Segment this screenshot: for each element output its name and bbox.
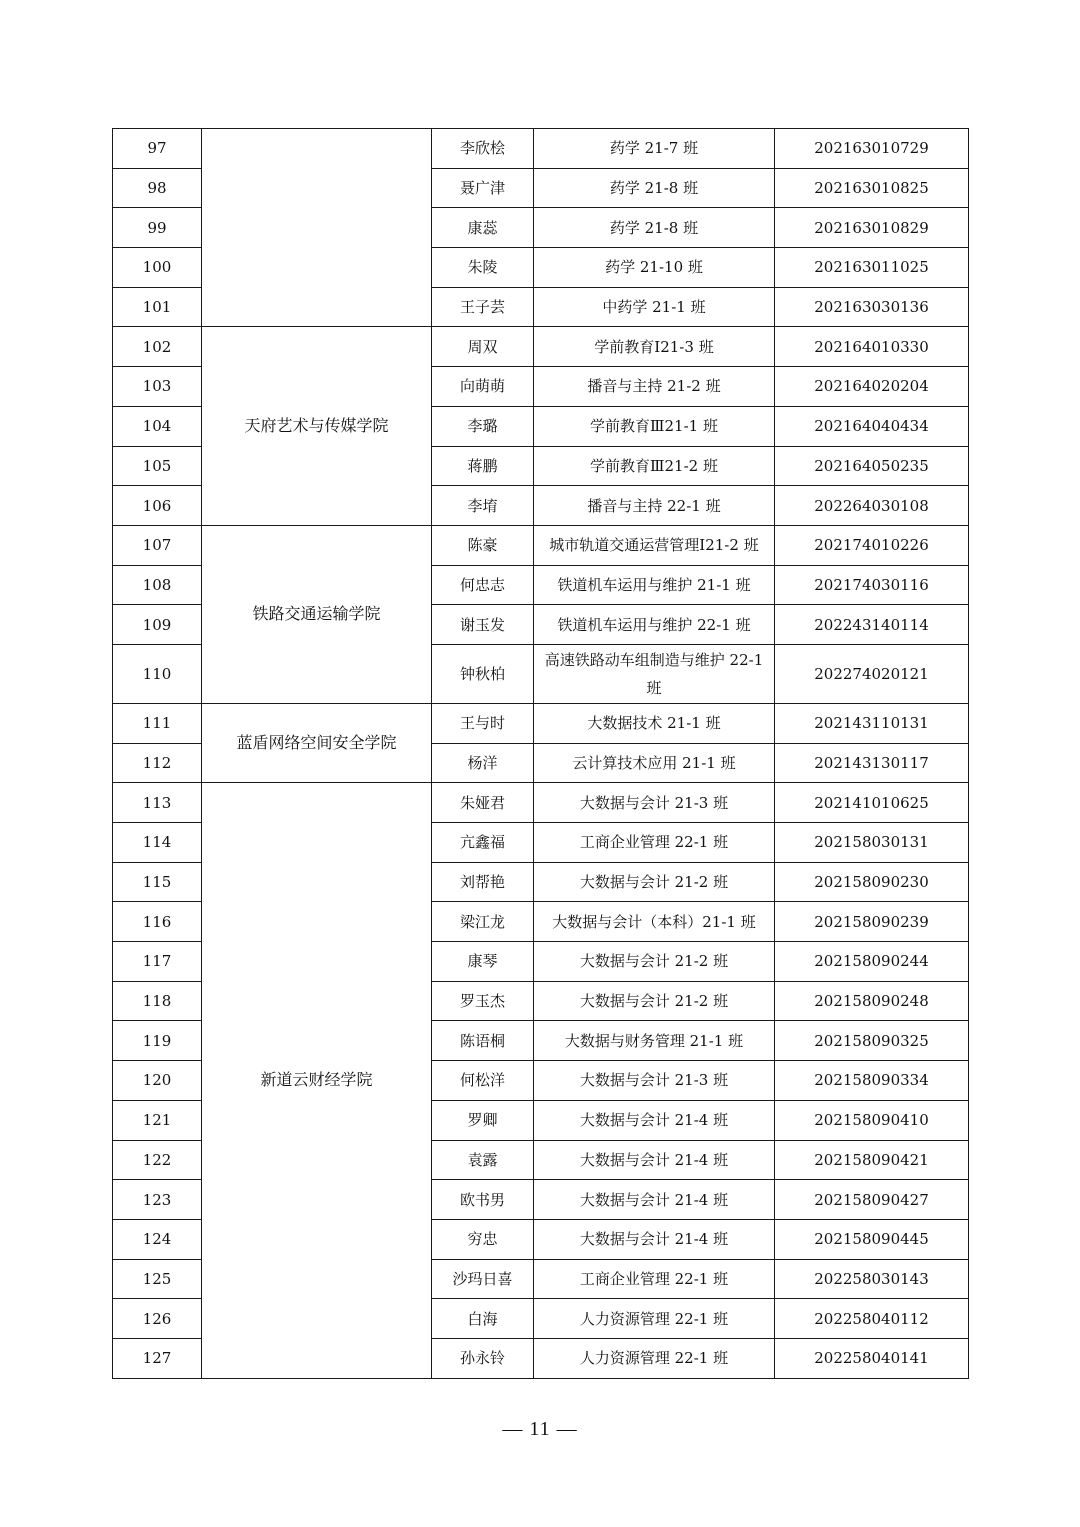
student-name-cell: 陈语桐 <box>432 1021 534 1061</box>
class-name-cell: 大数据与会计 21-2 班 <box>534 981 775 1021</box>
student-name-cell: 谢玉发 <box>432 605 534 645</box>
student-id-cell: 202258040112 <box>775 1299 969 1339</box>
row-number-cell: 100 <box>113 248 202 288</box>
student-name-cell: 欧书男 <box>432 1180 534 1220</box>
row-number-cell: 127 <box>113 1338 202 1378</box>
class-name-cell: 大数据与会计（本科）21-1 班 <box>534 902 775 942</box>
class-name-cell: 药学 21-7 班 <box>534 129 775 169</box>
row-number-cell: 111 <box>113 703 202 743</box>
row-number-cell: 120 <box>113 1061 202 1101</box>
student-id-cell: 202143130117 <box>775 743 969 783</box>
student-name-cell: 沙玛日喜 <box>432 1259 534 1299</box>
row-number-cell: 109 <box>113 605 202 645</box>
class-name-cell: 学前教育Ⅰ21-3 班 <box>534 327 775 367</box>
class-name-cell: 大数据与会计 21-2 班 <box>534 862 775 902</box>
class-name-cell: 大数据与会计 21-4 班 <box>534 1219 775 1259</box>
student-id-cell: 202174030116 <box>775 565 969 605</box>
student-name-cell: 朱娅君 <box>432 783 534 823</box>
row-number-cell: 108 <box>113 565 202 605</box>
college-cell <box>202 129 432 327</box>
college-cell: 天府艺术与传媒学院 <box>202 327 432 525</box>
student-id-cell: 202141010625 <box>775 783 969 823</box>
class-name-cell: 学前教育Ⅲ21-2 班 <box>534 446 775 486</box>
row-number-cell: 123 <box>113 1180 202 1220</box>
class-name-cell: 工商企业管理 22-1 班 <box>534 1259 775 1299</box>
student-id-cell: 202158090427 <box>775 1180 969 1220</box>
student-name-cell: 聂广津 <box>432 168 534 208</box>
student-name-cell: 白海 <box>432 1299 534 1339</box>
roster-body <box>113 129 969 1379</box>
student-id-cell: 202158090410 <box>775 1100 969 1140</box>
row-number-cell: 105 <box>113 446 202 486</box>
row-number-cell: 99 <box>113 208 202 248</box>
student-id-cell: 202158090230 <box>775 862 969 902</box>
class-name-cell: 大数据与财务管理 21-1 班 <box>534 1021 775 1061</box>
class-name-cell: 铁道机车运用与维护 21-1 班 <box>534 565 775 605</box>
row-number-cell: 126 <box>113 1299 202 1339</box>
class-name-cell: 高速铁路动车组制造与维护 22-1 班 <box>534 644 775 703</box>
row-number-cell: 102 <box>113 327 202 367</box>
class-name-cell: 播音与主持 22-1 班 <box>534 486 775 526</box>
class-name-cell: 人力资源管理 22-1 班 <box>534 1338 775 1378</box>
page-number: — 11 — <box>502 1418 578 1440</box>
student-id-cell: 202174010226 <box>775 525 969 565</box>
class-name-cell: 大数据与会计 21-4 班 <box>534 1180 775 1220</box>
student-name-cell: 亢鑫福 <box>432 823 534 863</box>
student-id-cell: 202158090239 <box>775 902 969 942</box>
row-number-cell: 103 <box>113 367 202 407</box>
class-name-cell: 药学 21-10 班 <box>534 248 775 288</box>
student-name-cell: 袁露 <box>432 1140 534 1180</box>
student-name-cell: 陈豪 <box>432 525 534 565</box>
student-id-cell: 202158090248 <box>775 981 969 1021</box>
student-id-cell: 202163010825 <box>775 168 969 208</box>
row-number-cell: 97 <box>113 129 202 169</box>
student-id-cell: 202158090244 <box>775 942 969 982</box>
row-number-cell: 112 <box>113 743 202 783</box>
student-name-cell: 李璐 <box>432 406 534 446</box>
student-id-cell: 202163011025 <box>775 248 969 288</box>
student-name-cell: 何忠志 <box>432 565 534 605</box>
college-cell: 铁路交通运输学院 <box>202 525 432 703</box>
row-number-cell: 118 <box>113 981 202 1021</box>
row-number-cell: 121 <box>113 1100 202 1140</box>
student-id-cell: 202274020121 <box>775 644 969 703</box>
table-row <box>113 525 969 565</box>
row-number-cell: 101 <box>113 287 202 327</box>
student-name-cell: 梁江龙 <box>432 902 534 942</box>
student-id-cell: 202164040434 <box>775 406 969 446</box>
student-id-cell: 202163010829 <box>775 208 969 248</box>
row-number-cell: 106 <box>113 486 202 526</box>
college-cell: 新道云财经学院 <box>202 783 432 1378</box>
class-name-cell: 大数据与会计 21-4 班 <box>534 1140 775 1180</box>
student-name-cell: 钟秋柏 <box>432 644 534 703</box>
student-name-cell: 刘帮艳 <box>432 862 534 902</box>
table-row <box>113 783 969 823</box>
row-number-cell: 122 <box>113 1140 202 1180</box>
student-name-cell: 朱陵 <box>432 248 534 288</box>
student-name-cell: 王子芸 <box>432 287 534 327</box>
class-name-cell: 中药学 21-1 班 <box>534 287 775 327</box>
row-number-cell: 114 <box>113 823 202 863</box>
row-number-cell: 110 <box>113 644 202 703</box>
student-id-cell: 202164010330 <box>775 327 969 367</box>
student-id-cell: 202143110131 <box>775 703 969 743</box>
class-name-cell: 大数据技术 21-1 班 <box>534 703 775 743</box>
row-number-cell: 119 <box>113 1021 202 1061</box>
student-id-cell: 202243140114 <box>775 605 969 645</box>
student-id-cell: 202158090421 <box>775 1140 969 1180</box>
table-row <box>113 703 969 743</box>
student-id-cell: 202163010729 <box>775 129 969 169</box>
student-name-cell: 罗卿 <box>432 1100 534 1140</box>
table-row <box>113 129 969 169</box>
row-number-cell: 117 <box>113 942 202 982</box>
student-id-cell: 202164050235 <box>775 446 969 486</box>
student-id-cell: 202158090325 <box>775 1021 969 1061</box>
class-name-cell: 大数据与会计 21-3 班 <box>534 783 775 823</box>
student-id-cell: 202258030143 <box>775 1259 969 1299</box>
class-name-cell: 大数据与会计 21-3 班 <box>534 1061 775 1101</box>
student-name-cell: 康琴 <box>432 942 534 982</box>
student-name-cell: 孙永铃 <box>432 1338 534 1378</box>
student-name-cell: 罗玉杰 <box>432 981 534 1021</box>
student-id-cell: 202158090445 <box>775 1219 969 1259</box>
class-name-cell: 大数据与会计 21-2 班 <box>534 942 775 982</box>
student-name-cell: 何松洋 <box>432 1061 534 1101</box>
class-name-cell: 药学 21-8 班 <box>534 168 775 208</box>
row-number-cell: 124 <box>113 1219 202 1259</box>
row-number-cell: 125 <box>113 1259 202 1299</box>
student-name-cell: 李堉 <box>432 486 534 526</box>
student-name-cell: 康蕊 <box>432 208 534 248</box>
student-name-cell: 李欣桧 <box>432 129 534 169</box>
class-name-cell: 人力资源管理 22-1 班 <box>534 1299 775 1339</box>
student-id-cell: 202158090334 <box>775 1061 969 1101</box>
class-name-cell: 工商企业管理 22-1 班 <box>534 823 775 863</box>
class-name-cell: 云计算技术应用 21-1 班 <box>534 743 775 783</box>
student-name-cell: 蒋鹏 <box>432 446 534 486</box>
row-number-cell: 107 <box>113 525 202 565</box>
class-name-cell: 铁道机车运用与维护 22-1 班 <box>534 605 775 645</box>
student-id-cell: 202158030131 <box>775 823 969 863</box>
student-name-cell: 穷忠 <box>432 1219 534 1259</box>
student-id-cell: 202163030136 <box>775 287 969 327</box>
table-row <box>113 327 969 367</box>
row-number-cell: 113 <box>113 783 202 823</box>
student-id-cell: 202258040141 <box>775 1338 969 1378</box>
class-name-cell: 城市轨道交通运营管理Ⅰ21-2 班 <box>534 525 775 565</box>
student-name-cell: 向萌萌 <box>432 367 534 407</box>
student-id-cell: 202164020204 <box>775 367 969 407</box>
row-number-cell: 104 <box>113 406 202 446</box>
college-cell: 蓝盾网络空间安全学院 <box>202 703 432 782</box>
student-id-cell: 202264030108 <box>775 486 969 526</box>
class-name-cell: 大数据与会计 21-4 班 <box>534 1100 775 1140</box>
class-name-cell: 播音与主持 21-2 班 <box>534 367 775 407</box>
row-number-cell: 115 <box>113 862 202 902</box>
class-name-cell: 学前教育Ⅲ21-1 班 <box>534 406 775 446</box>
student-name-cell: 杨洋 <box>432 743 534 783</box>
student-roster-table <box>112 128 969 1379</box>
student-name-cell: 周双 <box>432 327 534 367</box>
class-name-cell: 药学 21-8 班 <box>534 208 775 248</box>
student-name-cell: 王与时 <box>432 703 534 743</box>
row-number-cell: 98 <box>113 168 202 208</box>
row-number-cell: 116 <box>113 902 202 942</box>
